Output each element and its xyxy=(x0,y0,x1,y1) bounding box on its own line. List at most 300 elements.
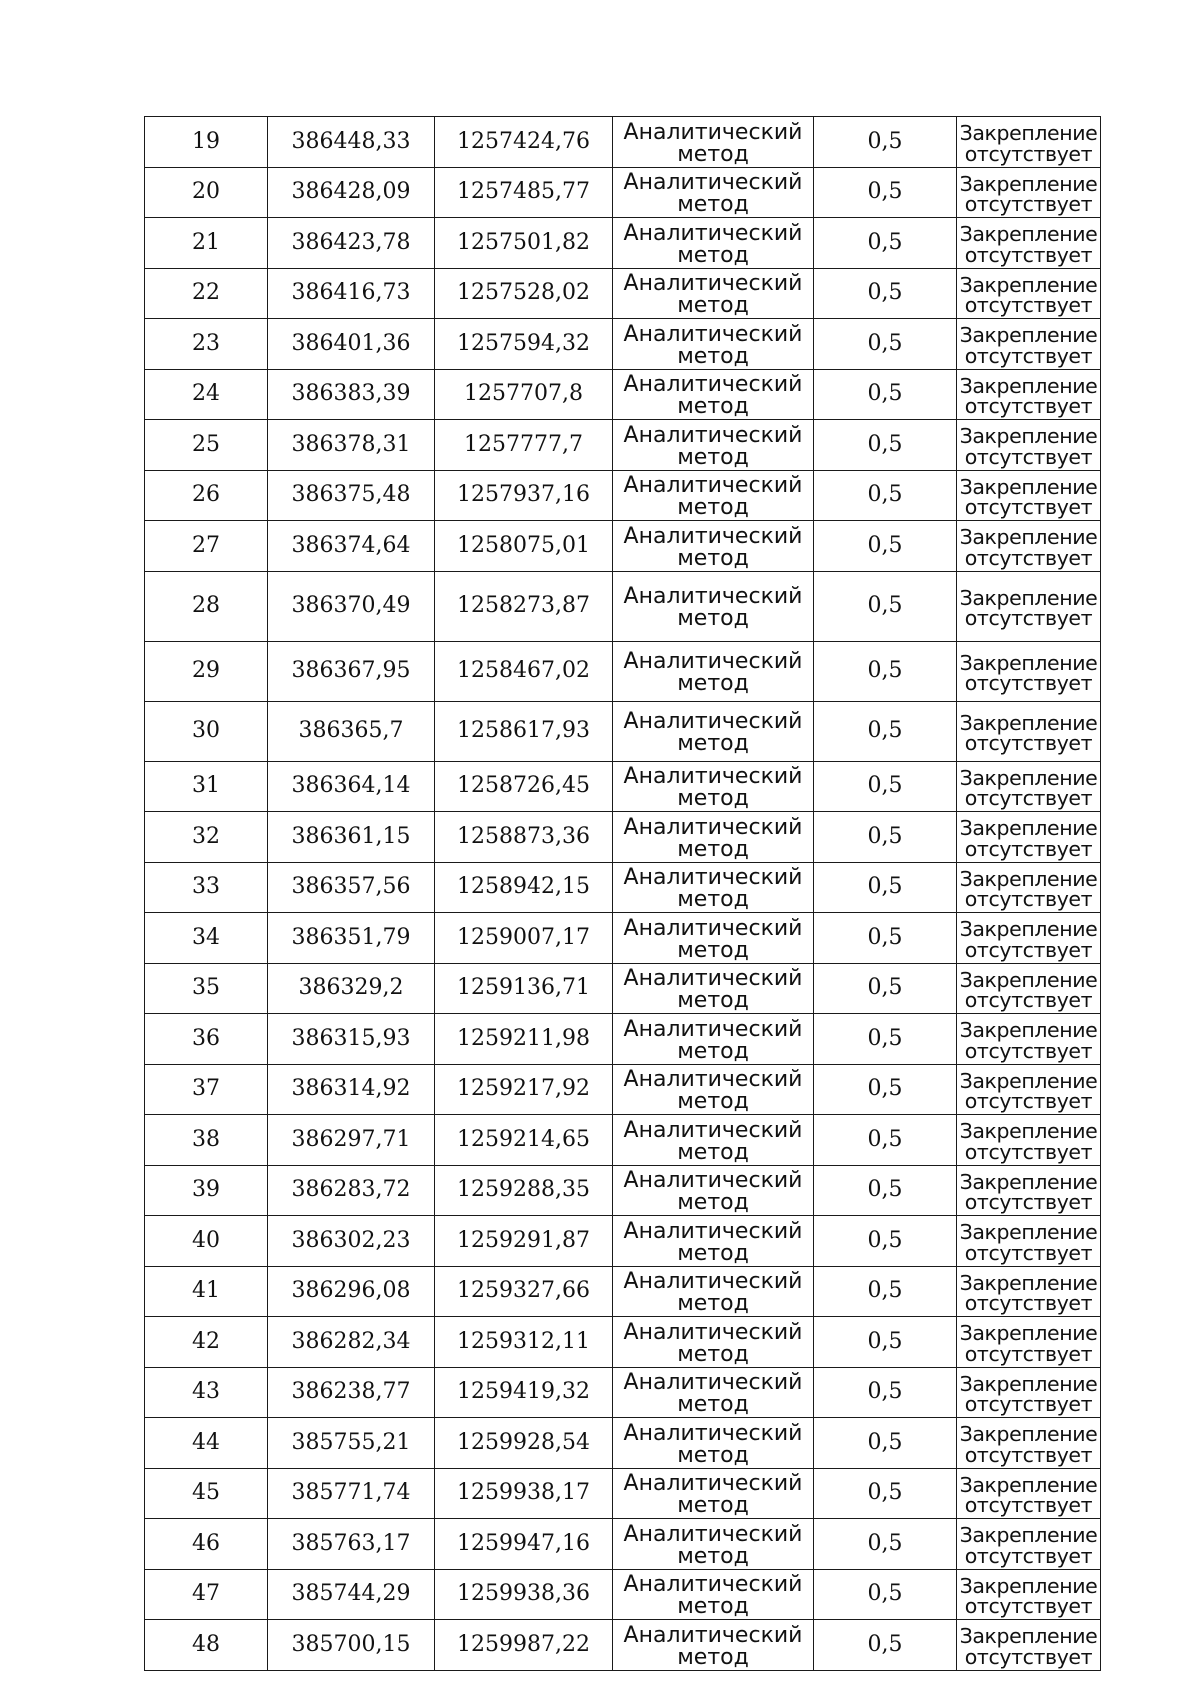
accuracy-cell: 0,5 xyxy=(814,1115,957,1166)
fixation-line-1: Закрепление xyxy=(959,323,1098,348)
accuracy-cell: 0,5 xyxy=(814,420,957,471)
fixation-cell xyxy=(957,268,1101,319)
accuracy-cell: 0,5 xyxy=(814,167,957,218)
method-cell xyxy=(613,1317,814,1368)
accuracy-cell: 0,5 xyxy=(814,701,957,761)
method-line-1: Аналитический xyxy=(623,473,803,499)
fixation-cell xyxy=(957,1216,1101,1267)
table-row xyxy=(145,1367,1101,1418)
method-line-2: метод xyxy=(677,1594,749,1620)
method-line-2: метод xyxy=(677,1392,749,1418)
y-coordinate-cell: 1257485,77 xyxy=(435,167,613,218)
fixation-line-1: Закрепление xyxy=(959,866,1098,891)
fixation-line-2: отсутствует xyxy=(964,1392,1093,1417)
fixation-line-1: Закрепление xyxy=(959,967,1098,992)
fixation-line-1: Закрепление xyxy=(959,474,1098,499)
x-coordinate-cell: 386365,7 xyxy=(268,701,435,761)
fixation-cell xyxy=(957,913,1101,964)
point-number-cell: 36 xyxy=(145,1014,268,1065)
method-line-2: метод xyxy=(677,141,749,167)
accuracy-cell: 0,5 xyxy=(814,268,957,319)
accuracy-cell: 0,5 xyxy=(814,319,957,370)
y-coordinate-cell: 1258873,36 xyxy=(435,812,613,863)
method-line-1: Аналитический xyxy=(623,764,803,790)
accuracy-cell: 0,5 xyxy=(814,1317,957,1368)
point-number-cell: 46 xyxy=(145,1519,268,1570)
point-number-cell: 27 xyxy=(145,521,268,572)
method-line-2: метод xyxy=(677,1291,749,1317)
table-row xyxy=(145,319,1101,370)
x-coordinate-cell: 386423,78 xyxy=(268,218,435,269)
accuracy-cell: 0,5 xyxy=(814,1165,957,1216)
method-line-2: метод xyxy=(677,495,749,521)
accuracy-cell: 0,5 xyxy=(814,812,957,863)
table-row xyxy=(145,1620,1101,1671)
method-line-2: метод xyxy=(677,1442,749,1468)
point-number-cell: 44 xyxy=(145,1418,268,1469)
accuracy-cell: 0,5 xyxy=(814,117,957,168)
method-line-1: Аналитический xyxy=(623,1572,803,1598)
point-number-cell: 34 xyxy=(145,913,268,964)
fixation-line-2: отсутствует xyxy=(964,1644,1093,1669)
method-line-1: Аналитический xyxy=(623,1622,803,1648)
fixation-cell xyxy=(957,701,1101,761)
point-number-cell: 48 xyxy=(145,1620,268,1671)
method-line-1: Аналитический xyxy=(623,271,803,297)
fixation-line-1: Закрепление xyxy=(959,1422,1098,1447)
method-cell xyxy=(613,812,814,863)
x-coordinate-cell: 386416,73 xyxy=(268,268,435,319)
y-coordinate-cell: 1259312,11 xyxy=(435,1317,613,1368)
fixation-line-2: отсутствует xyxy=(964,545,1093,570)
fixation-line-2: отсутствует xyxy=(964,606,1093,630)
x-coordinate-cell: 386329,2 xyxy=(268,963,435,1014)
y-coordinate-cell: 1258467,02 xyxy=(435,641,613,701)
method-line-1: Аналитический xyxy=(623,1370,803,1396)
accuracy-cell: 0,5 xyxy=(814,1266,957,1317)
table-row xyxy=(145,862,1101,913)
y-coordinate-cell: 1259987,22 xyxy=(435,1620,613,1671)
y-coordinate-cell: 1257707,8 xyxy=(435,369,613,420)
fixation-line-1: Закрепление xyxy=(959,171,1098,196)
fixation-cell xyxy=(957,1266,1101,1317)
table-row xyxy=(145,521,1101,572)
fixation-line-1: Закрепление xyxy=(959,1321,1098,1346)
method-cell xyxy=(613,571,814,641)
fixation-line-2: отсутствует xyxy=(964,937,1093,962)
method-cell xyxy=(613,1216,814,1267)
method-cell xyxy=(613,1468,814,1519)
y-coordinate-cell: 1259291,87 xyxy=(435,1216,613,1267)
accuracy-cell: 0,5 xyxy=(814,521,957,572)
method-cell xyxy=(613,1115,814,1166)
method-cell xyxy=(613,862,814,913)
y-coordinate-cell: 1259007,17 xyxy=(435,913,613,964)
table-row xyxy=(145,571,1101,641)
coordinates-table-body xyxy=(145,117,1101,1671)
fixation-cell xyxy=(957,521,1101,572)
accuracy-cell: 0,5 xyxy=(814,862,957,913)
method-line-1: Аналитический xyxy=(623,422,803,448)
fixation-line-2: отсутствует xyxy=(964,242,1093,267)
x-coordinate-cell: 386370,49 xyxy=(268,571,435,641)
y-coordinate-cell: 1259211,98 xyxy=(435,1014,613,1065)
y-coordinate-cell: 1259217,92 xyxy=(435,1064,613,1115)
method-cell xyxy=(613,1620,814,1671)
x-coordinate-cell: 386448,33 xyxy=(268,117,435,168)
y-coordinate-cell: 1259288,35 xyxy=(435,1165,613,1216)
fixation-cell xyxy=(957,167,1101,218)
x-coordinate-cell: 386364,14 xyxy=(268,761,435,812)
fixation-cell xyxy=(957,319,1101,370)
fixation-cell xyxy=(957,1115,1101,1166)
x-coordinate-cell: 385755,21 xyxy=(268,1418,435,1469)
table-row xyxy=(145,117,1101,168)
accuracy-cell: 0,5 xyxy=(814,963,957,1014)
method-line-1: Аналитический xyxy=(623,1117,803,1143)
fixation-line-2: отсутствует xyxy=(964,786,1093,811)
fixation-line-2: отсутствует xyxy=(964,731,1093,755)
table-row xyxy=(145,420,1101,471)
method-line-1: Аналитический xyxy=(623,119,803,145)
table-row xyxy=(145,1468,1101,1519)
fixation-line-1: Закрепление xyxy=(959,525,1098,550)
table-row xyxy=(145,1216,1101,1267)
method-line-1: Аналитический xyxy=(623,1218,803,1244)
method-line-1: Аналитический xyxy=(623,170,803,196)
x-coordinate-cell: 386367,95 xyxy=(268,641,435,701)
method-cell xyxy=(613,1064,814,1115)
fixation-line-1: Закрепление xyxy=(959,1119,1098,1144)
fixation-line-2: отсутствует xyxy=(964,1139,1093,1164)
accuracy-cell: 0,5 xyxy=(814,761,957,812)
fixation-cell xyxy=(957,470,1101,521)
point-number-cell: 21 xyxy=(145,218,268,269)
table-row xyxy=(145,641,1101,701)
table-row xyxy=(145,268,1101,319)
method-line-2: метод xyxy=(677,1139,749,1165)
fixation-cell xyxy=(957,1317,1101,1368)
fixation-line-2: отсутствует xyxy=(964,1341,1093,1366)
method-line-2: метод xyxy=(677,394,749,420)
fixation-line-1: Закрепление xyxy=(959,1371,1098,1396)
fixation-line-1: Закрепление xyxy=(959,1624,1098,1649)
method-line-1: Аналитический xyxy=(623,1420,803,1446)
method-line-1: Аналитический xyxy=(623,709,803,734)
point-number-cell: 22 xyxy=(145,268,268,319)
method-line-2: метод xyxy=(677,671,749,696)
point-number-cell: 43 xyxy=(145,1367,268,1418)
point-number-cell: 42 xyxy=(145,1317,268,1368)
method-line-2: метод xyxy=(677,1089,749,1115)
method-line-1: Аналитический xyxy=(623,814,803,840)
method-line-2: метод xyxy=(677,1341,749,1367)
fixation-line-1: Закрепление xyxy=(959,1169,1098,1194)
fixation-cell xyxy=(957,1468,1101,1519)
method-line-1: Аналитический xyxy=(623,915,803,941)
method-line-2: метод xyxy=(677,242,749,268)
table-row xyxy=(145,1064,1101,1115)
point-number-cell: 26 xyxy=(145,470,268,521)
x-coordinate-cell: 386401,36 xyxy=(268,319,435,370)
table-row xyxy=(145,167,1101,218)
y-coordinate-cell: 1259938,17 xyxy=(435,1468,613,1519)
x-coordinate-cell: 386238,77 xyxy=(268,1367,435,1418)
point-number-cell: 35 xyxy=(145,963,268,1014)
fixation-line-2: отсутствует xyxy=(964,671,1093,695)
fixation-line-1: Закрепление xyxy=(959,650,1098,675)
y-coordinate-cell: 1257777,7 xyxy=(435,420,613,471)
accuracy-cell: 0,5 xyxy=(814,470,957,521)
method-line-1: Аналитический xyxy=(623,1471,803,1497)
fixation-cell xyxy=(957,117,1101,168)
x-coordinate-cell: 386282,34 xyxy=(268,1317,435,1368)
fixation-line-1: Закрепление xyxy=(959,710,1098,735)
fixation-cell xyxy=(957,862,1101,913)
method-cell xyxy=(613,1569,814,1620)
x-coordinate-cell: 386315,93 xyxy=(268,1014,435,1065)
accuracy-cell: 0,5 xyxy=(814,913,957,964)
method-cell xyxy=(613,1014,814,1065)
point-number-cell: 47 xyxy=(145,1569,268,1620)
y-coordinate-cell: 1259214,65 xyxy=(435,1115,613,1166)
fixation-line-2: отсутствует xyxy=(964,293,1093,318)
fixation-line-2: отсутствует xyxy=(964,988,1093,1013)
x-coordinate-cell: 386297,71 xyxy=(268,1115,435,1166)
method-line-1: Аналитический xyxy=(623,865,803,891)
point-number-cell: 25 xyxy=(145,420,268,471)
fixation-line-2: отсутствует xyxy=(964,495,1093,520)
fixation-line-2: отсутствует xyxy=(964,343,1093,368)
point-number-cell: 38 xyxy=(145,1115,268,1166)
y-coordinate-cell: 1257594,32 xyxy=(435,319,613,370)
point-number-cell: 24 xyxy=(145,369,268,420)
fixation-line-2: отсутствует xyxy=(964,141,1093,166)
table-row xyxy=(145,1569,1101,1620)
fixation-line-1: Закрепление xyxy=(959,373,1098,398)
fixation-line-1: Закрепление xyxy=(959,1573,1098,1598)
accuracy-cell: 0,5 xyxy=(814,1216,957,1267)
x-coordinate-cell: 386314,92 xyxy=(268,1064,435,1115)
fixation-line-2: отсутствует xyxy=(964,1493,1093,1518)
method-line-2: метод xyxy=(677,988,749,1014)
method-line-2: метод xyxy=(677,1190,749,1216)
fixation-line-1: Закрепление xyxy=(959,816,1098,841)
fixation-line-2: отсутствует xyxy=(964,1543,1093,1568)
method-line-1: Аналитический xyxy=(623,649,803,674)
y-coordinate-cell: 1259419,32 xyxy=(435,1367,613,1418)
fixation-cell xyxy=(957,761,1101,812)
table-row xyxy=(145,369,1101,420)
fixation-cell xyxy=(957,1367,1101,1418)
fixation-cell xyxy=(957,641,1101,701)
method-cell xyxy=(613,1165,814,1216)
accuracy-cell: 0,5 xyxy=(814,218,957,269)
fixation-line-1: Закрепление xyxy=(959,765,1098,790)
y-coordinate-cell: 1257528,02 xyxy=(435,268,613,319)
fixation-cell xyxy=(957,420,1101,471)
fixation-cell xyxy=(957,1569,1101,1620)
accuracy-cell: 0,5 xyxy=(814,1569,957,1620)
fixation-line-2: отсутствует xyxy=(964,1291,1093,1316)
fixation-line-2: отсутствует xyxy=(964,1240,1093,1265)
method-line-1: Аналитический xyxy=(623,584,803,609)
table-row xyxy=(145,812,1101,863)
x-coordinate-cell: 386378,31 xyxy=(268,420,435,471)
method-line-2: метод xyxy=(677,192,749,218)
x-coordinate-cell: 385763,17 xyxy=(268,1519,435,1570)
x-coordinate-cell: 386374,64 xyxy=(268,521,435,572)
method-line-2: метод xyxy=(677,444,749,470)
x-coordinate-cell: 386283,72 xyxy=(268,1165,435,1216)
point-number-cell: 31 xyxy=(145,761,268,812)
table-row xyxy=(145,1317,1101,1368)
method-line-1: Аналитический xyxy=(623,1269,803,1295)
fixation-line-2: отсутствует xyxy=(964,1594,1093,1619)
point-number-cell: 40 xyxy=(145,1216,268,1267)
table-row xyxy=(145,1519,1101,1570)
x-coordinate-cell: 386383,39 xyxy=(268,369,435,420)
method-cell xyxy=(613,1418,814,1469)
accuracy-cell: 0,5 xyxy=(814,571,957,641)
method-line-1: Аналитический xyxy=(623,1319,803,1345)
method-line-2: метод xyxy=(677,786,749,812)
accuracy-cell: 0,5 xyxy=(814,1468,957,1519)
y-coordinate-cell: 1258273,87 xyxy=(435,571,613,641)
accuracy-cell: 0,5 xyxy=(814,1064,957,1115)
fixation-cell xyxy=(957,571,1101,641)
fixation-line-2: отсутствует xyxy=(964,1190,1093,1215)
y-coordinate-cell: 1257424,76 xyxy=(435,117,613,168)
fixation-line-1: Закрепление xyxy=(959,272,1098,297)
table-row xyxy=(145,1165,1101,1216)
method-line-2: метод xyxy=(677,836,749,862)
fixation-cell xyxy=(957,1519,1101,1570)
y-coordinate-cell: 1259938,36 xyxy=(435,1569,613,1620)
fixation-line-1: Закрепление xyxy=(959,121,1098,146)
point-number-cell: 32 xyxy=(145,812,268,863)
method-line-2: метод xyxy=(677,606,749,631)
method-cell xyxy=(613,218,814,269)
y-coordinate-cell: 1258617,93 xyxy=(435,701,613,761)
method-cell xyxy=(613,1266,814,1317)
accuracy-cell: 0,5 xyxy=(814,1620,957,1671)
method-line-1: Аналитический xyxy=(623,1067,803,1093)
fixation-cell xyxy=(957,369,1101,420)
point-number-cell: 23 xyxy=(145,319,268,370)
fixation-line-1: Закрепление xyxy=(959,1018,1098,1043)
fixation-line-1: Закрепление xyxy=(959,222,1098,247)
fixation-line-1: Закрепление xyxy=(959,1523,1098,1548)
fixation-cell xyxy=(957,1064,1101,1115)
accuracy-cell: 0,5 xyxy=(814,1014,957,1065)
fixation-line-1: Закрепление xyxy=(959,1220,1098,1245)
fixation-line-2: отсутствует xyxy=(964,836,1093,861)
method-line-2: метод xyxy=(677,1240,749,1266)
y-coordinate-cell: 1258075,01 xyxy=(435,521,613,572)
point-number-cell: 41 xyxy=(145,1266,268,1317)
accuracy-cell: 0,5 xyxy=(814,1367,957,1418)
x-coordinate-cell: 385744,29 xyxy=(268,1569,435,1620)
point-number-cell: 30 xyxy=(145,701,268,761)
method-cell xyxy=(613,117,814,168)
fixation-cell xyxy=(957,218,1101,269)
y-coordinate-cell: 1257937,16 xyxy=(435,470,613,521)
accuracy-cell: 0,5 xyxy=(814,641,957,701)
method-line-1: Аналитический xyxy=(623,1168,803,1194)
method-line-1: Аналитический xyxy=(623,220,803,246)
point-number-cell: 29 xyxy=(145,641,268,701)
fixation-line-1: Закрепление xyxy=(959,585,1098,610)
table-row xyxy=(145,1418,1101,1469)
fixation-line-2: отсутствует xyxy=(964,887,1093,912)
fixation-cell xyxy=(957,1014,1101,1065)
y-coordinate-cell: 1259136,71 xyxy=(435,963,613,1014)
method-line-2: метод xyxy=(677,887,749,913)
fixation-line-2: отсутствует xyxy=(964,1089,1093,1114)
table-row xyxy=(145,701,1101,761)
accuracy-cell: 0,5 xyxy=(814,369,957,420)
method-cell xyxy=(613,1519,814,1570)
fixation-line-2: отсутствует xyxy=(964,192,1093,217)
method-line-1: Аналитический xyxy=(623,1521,803,1547)
table-row xyxy=(145,1266,1101,1317)
method-cell xyxy=(613,1367,814,1418)
fixation-cell xyxy=(957,812,1101,863)
method-cell xyxy=(613,963,814,1014)
y-coordinate-cell: 1258726,45 xyxy=(435,761,613,812)
x-coordinate-cell: 386428,09 xyxy=(268,167,435,218)
fixation-line-2: отсутствует xyxy=(964,1038,1093,1063)
x-coordinate-cell: 385771,74 xyxy=(268,1468,435,1519)
method-cell xyxy=(613,369,814,420)
method-line-2: метод xyxy=(677,1038,749,1064)
fixation-line-2: отсутствует xyxy=(964,444,1093,469)
method-cell xyxy=(613,761,814,812)
x-coordinate-cell: 386296,08 xyxy=(268,1266,435,1317)
method-line-2: метод xyxy=(677,293,749,319)
method-cell xyxy=(613,521,814,572)
point-number-cell: 45 xyxy=(145,1468,268,1519)
method-line-2: метод xyxy=(677,1493,749,1519)
y-coordinate-cell: 1257501,82 xyxy=(435,218,613,269)
method-line-1: Аналитический xyxy=(623,966,803,992)
point-number-cell: 19 xyxy=(145,117,268,168)
fixation-line-1: Закрепление xyxy=(959,1068,1098,1093)
method-cell xyxy=(613,913,814,964)
x-coordinate-cell: 386302,23 xyxy=(268,1216,435,1267)
fixation-line-2: отсутствует xyxy=(964,394,1093,419)
method-line-1: Аналитический xyxy=(623,372,803,398)
fixation-line-1: Закрепление xyxy=(959,424,1098,449)
fixation-cell xyxy=(957,1418,1101,1469)
coordinates-table xyxy=(144,116,1101,1671)
x-coordinate-cell: 385700,15 xyxy=(268,1620,435,1671)
method-cell xyxy=(613,167,814,218)
table-row xyxy=(145,1014,1101,1065)
point-number-cell: 37 xyxy=(145,1064,268,1115)
point-number-cell: 33 xyxy=(145,862,268,913)
x-coordinate-cell: 386361,15 xyxy=(268,812,435,863)
point-number-cell: 20 xyxy=(145,167,268,218)
fixation-line-1: Закрепление xyxy=(959,1472,1098,1497)
table-row xyxy=(145,761,1101,812)
method-line-1: Аналитический xyxy=(623,321,803,347)
fixation-cell xyxy=(957,963,1101,1014)
point-number-cell: 28 xyxy=(145,571,268,641)
method-cell xyxy=(613,470,814,521)
fixation-line-2: отсутствует xyxy=(964,1442,1093,1467)
